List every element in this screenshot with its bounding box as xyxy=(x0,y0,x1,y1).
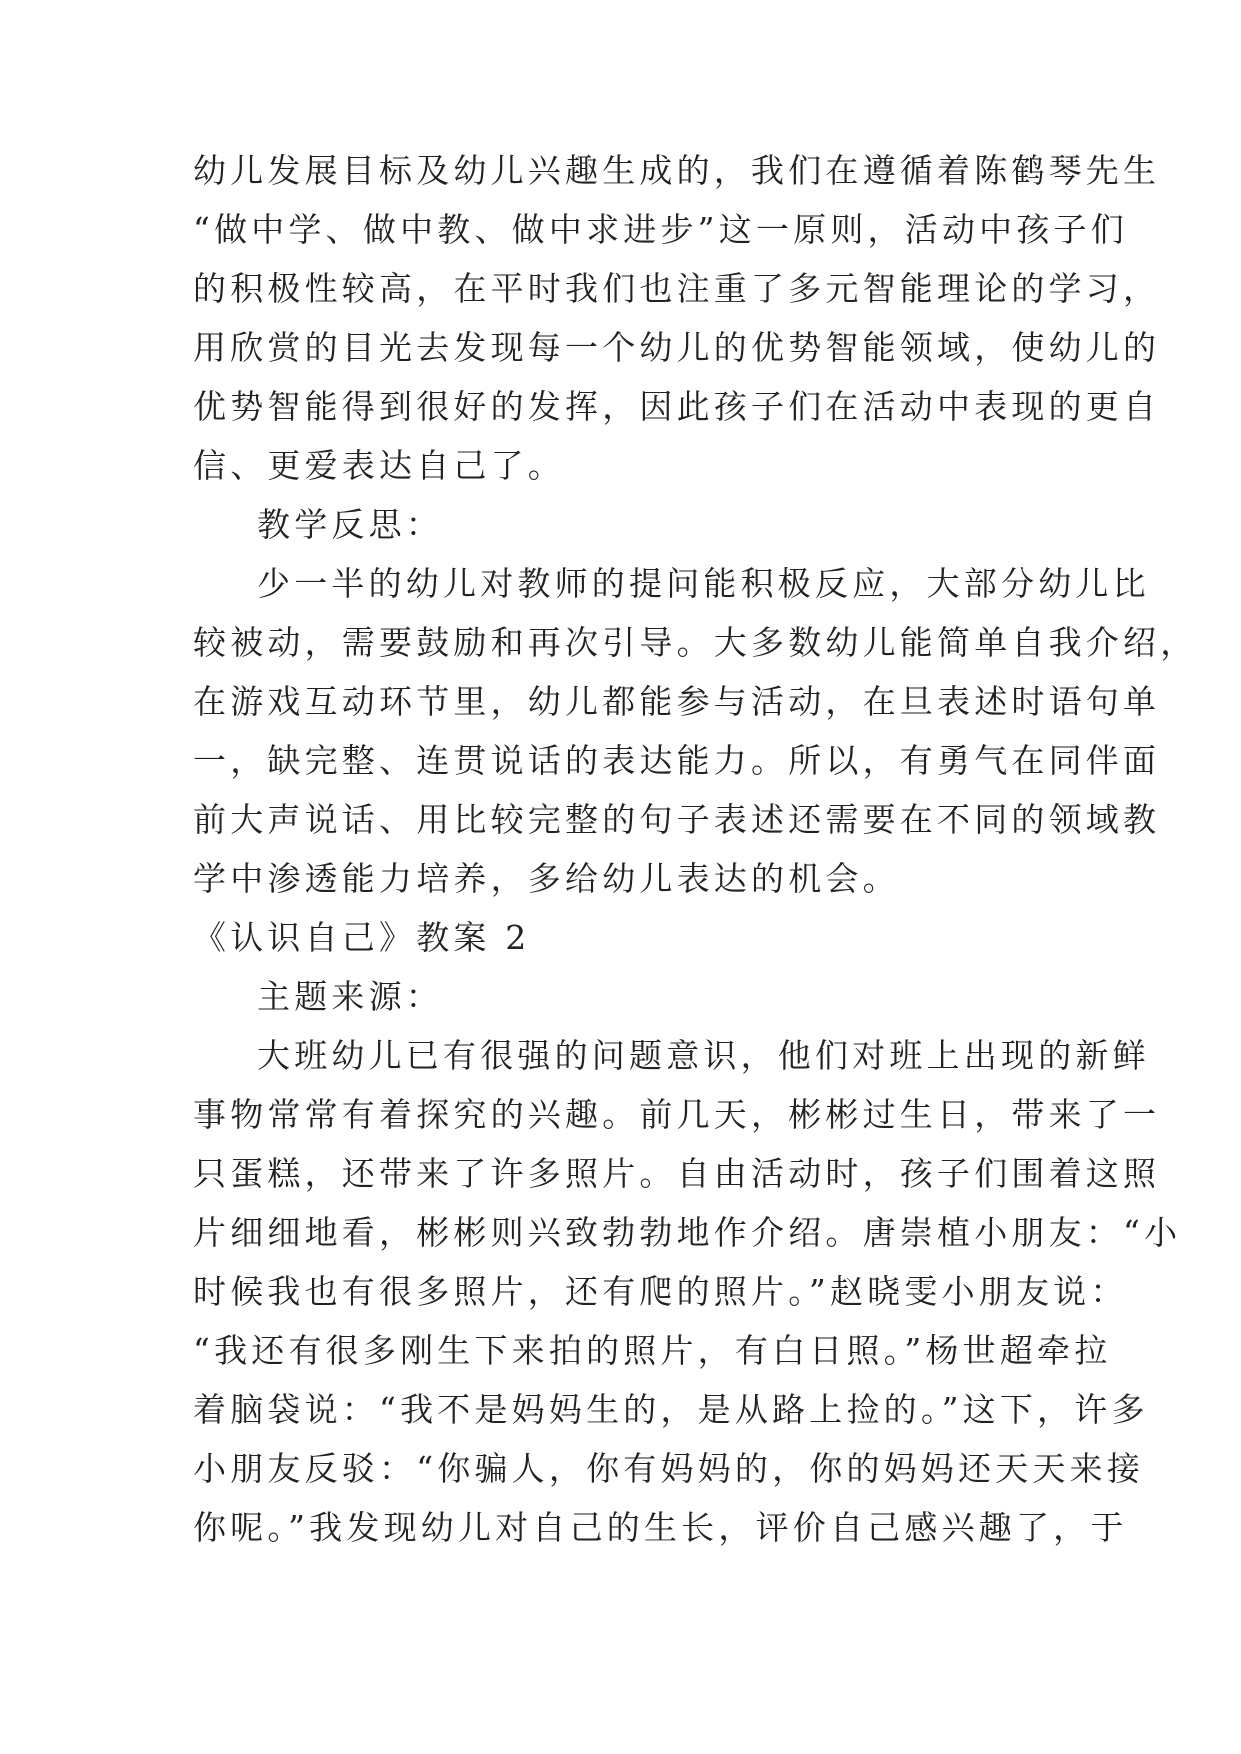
body-text-line: 少一半的幼儿对教师的提问能积极反应，大部分幼儿比 xyxy=(257,564,1150,603)
body-text-line: 用欣赏的目光去发现每一个幼儿的优势智能领域，使幼儿的 xyxy=(193,328,1161,367)
body-text-line: 的积极性较高，在平时我们也注重了多元智能理论的学习， xyxy=(193,269,1161,308)
section-heading: 主题来源： xyxy=(257,977,443,1016)
body-text-line: 时候我也有很多照片，还有爬的照片。”赵晓雯小朋友说： xyxy=(193,1272,1128,1311)
body-text-line: 信、更爱表达自己了。 xyxy=(193,446,565,485)
body-text-line: 小朋友反驳：“你骗人，你有妈妈的，你的妈妈还天天来接 xyxy=(193,1449,1145,1488)
body-text-line: 事物常常有着探究的兴趣。前几天，彬彬过生日，带来了一 xyxy=(193,1095,1161,1134)
body-text-line: 只蛋糕，还带来了许多照片。自由活动时，孩子们围着这照 xyxy=(193,1154,1161,1193)
body-text-line: 较被动，需要鼓励和再次引导。大多数幼儿能简单自我介绍， xyxy=(193,623,1198,662)
section-heading: 教学反思： xyxy=(257,505,443,544)
body-text-line: 学中渗透能力培养，多给幼儿表达的机会。 xyxy=(193,859,900,898)
body-text-line: “我还有很多刚生下来拍的照片，有白日照。”杨世超牵拉 xyxy=(193,1331,1112,1370)
body-text-line: “做中学、做中教、做中求进步”这一原则，活动中孩子们 xyxy=(193,210,1128,249)
body-text-line: 着脑袋说：“我不是妈妈生的，是从路上捡的。”这下，许多 xyxy=(193,1390,1149,1429)
document-title: 《认识自己》教案 2 xyxy=(193,918,531,957)
body-text-line: 你呢。”我发现幼儿对自己的生长，评价自己感兴趣了，于 xyxy=(193,1508,1128,1547)
body-text-line: 大班幼儿已有很强的问题意识，他们对班上出现的新鲜 xyxy=(257,1036,1150,1075)
body-text-line: 在游戏互动环节里，幼儿都能参与活动，在旦表述时语句单 xyxy=(193,682,1161,721)
body-text-line: 一，缺完整、连贯说话的表达能力。所以，有勇气在同伴面 xyxy=(193,741,1161,780)
body-text-line: 幼儿发展目标及幼儿兴趣生成的，我们在遵循着陈鹤琴先生 xyxy=(193,151,1161,190)
body-text-line: 前大声说话、用比较完整的句子表述还需要在不同的领域教 xyxy=(193,800,1161,839)
body-text-line: 优势智能得到很好的发挥，因此孩子们在活动中表现的更自 xyxy=(193,387,1161,426)
body-text-line: 片细细地看，彬彬则兴致勃勃地作介绍。唐崇植小朋友：“小 xyxy=(193,1213,1182,1252)
